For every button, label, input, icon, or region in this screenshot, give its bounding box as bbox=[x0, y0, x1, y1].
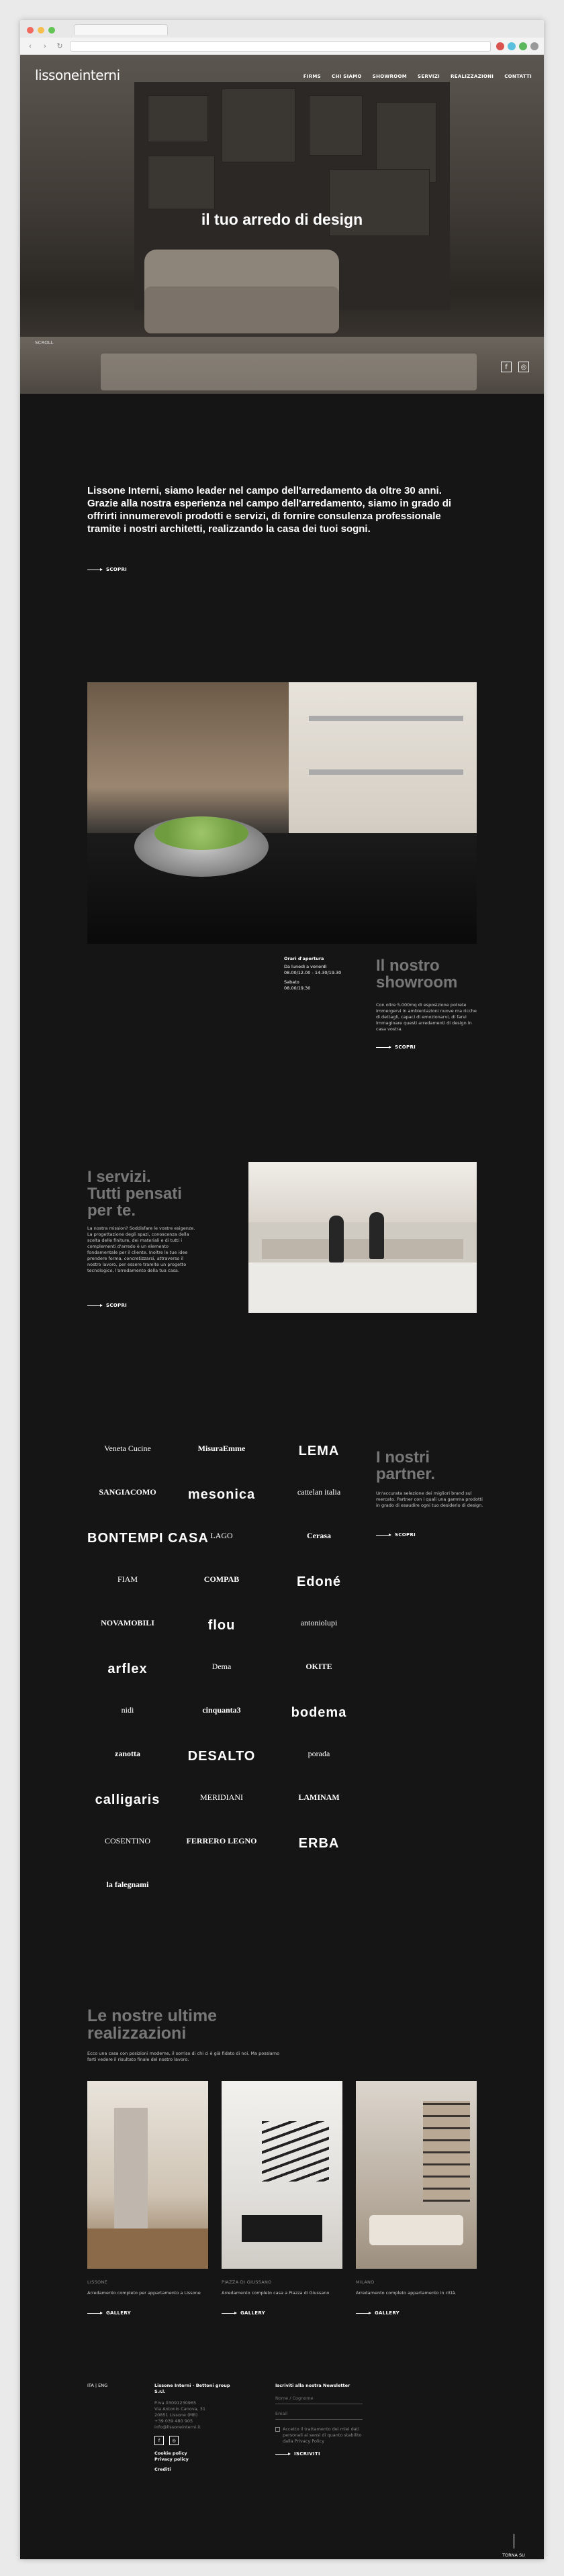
project-category: LISSONE bbox=[87, 2279, 107, 2285]
forward-arrow-icon[interactable]: › bbox=[43, 42, 47, 50]
browser-toolbar bbox=[20, 38, 544, 54]
project-gallery-link[interactable] bbox=[222, 2310, 342, 2316]
address-line: info@lissoneinterni.it bbox=[154, 2424, 201, 2430]
partners-title-line1: I nostri bbox=[376, 1448, 430, 1466]
projects-text: Ecco una casa con posizioni moderne, il sorriso di chi ci è già fidato di noi. Ma possiamo farti vedere il risultato finale del nostro lavoro. bbox=[87, 2051, 280, 2062]
facebook-icon[interactable]: f bbox=[154, 2436, 164, 2445]
arrow-right-icon bbox=[222, 2313, 236, 2314]
project-description: Arredamento completo appartamento in città bbox=[356, 2290, 456, 2296]
arrow-right-icon bbox=[275, 2454, 290, 2455]
partner-logo[interactable]: calligaris bbox=[95, 1792, 160, 1807]
cookie-policy-link[interactable]: Cookie policy bbox=[154, 2451, 187, 2456]
credits-link[interactable]: Crediti bbox=[154, 2467, 171, 2472]
weekdays-hours: 08.00/12.00 - 14.30/19.30 bbox=[284, 970, 342, 975]
project-gallery-link[interactable] bbox=[356, 2310, 477, 2316]
hero-title: il tuo arredo di design bbox=[201, 211, 363, 228]
address-line: +39 039 480 905 bbox=[154, 2418, 193, 2424]
partner-logo[interactable]: bodema bbox=[291, 1705, 347, 1720]
partner-logo[interactable]: OKITE bbox=[306, 1662, 332, 1671]
partner-logo[interactable]: FERRERO LEGNO bbox=[186, 1836, 257, 1845]
project-gallery-link[interactable] bbox=[87, 2310, 208, 2316]
reload-icon[interactable]: ↻ bbox=[56, 42, 63, 50]
partner-logo[interactable]: Dema bbox=[211, 1662, 232, 1671]
extension-icon[interactable] bbox=[508, 42, 516, 50]
partner-logo[interactable]: LAMINAM bbox=[298, 1792, 340, 1802]
address-line: 20851 Lissone (MB) bbox=[154, 2412, 198, 2418]
showroom-title-line2: showroom bbox=[376, 973, 458, 991]
partners-more-link[interactable] bbox=[376, 1532, 416, 1538]
instagram-icon[interactable]: ◎ bbox=[518, 362, 529, 372]
partner-logo[interactable]: SANGIACOMO bbox=[99, 1487, 156, 1497]
back-to-top-label: TORNA SU bbox=[502, 2553, 525, 2558]
project-gallery-label: GALLERY bbox=[375, 2310, 400, 2316]
menu-icon[interactable] bbox=[530, 42, 538, 50]
menu-item-firms[interactable]: FIRMS bbox=[303, 74, 322, 79]
partner-logo[interactable]: COSENTINO bbox=[105, 1836, 150, 1845]
privacy-policy-link[interactable]: Privacy policy bbox=[154, 2457, 189, 2462]
intro-more-label: SCOPRI bbox=[106, 567, 128, 572]
partner-logo[interactable]: cinquanta3 bbox=[202, 1705, 241, 1715]
services-title-line3: per te. bbox=[87, 1201, 136, 1220]
opening-hours bbox=[284, 956, 341, 995]
partner-logo[interactable]: Edoné bbox=[296, 1574, 342, 1589]
project-card[interactable] bbox=[87, 2081, 208, 2316]
social-links bbox=[501, 362, 529, 372]
partner-logo[interactable]: Cerasa bbox=[307, 1531, 331, 1540]
partner-logo[interactable]: ERBA bbox=[298, 1836, 340, 1851]
projects-title-line2: realizzazioni bbox=[87, 2024, 187, 2043]
scroll-indicator[interactable]: SCROLL bbox=[35, 340, 54, 345]
footer-company bbox=[154, 2383, 242, 2473]
showroom-title-line1: Il nostro bbox=[376, 957, 440, 975]
partners-text: Un'accurata selezione dei migliori brand sul mercato. Partner con i quali una gamma prodotti in grado di esaudire ogni tuo desiderio di design. bbox=[376, 1491, 483, 1508]
newsletter-title: Iscriviti alla nostra Newsletter bbox=[275, 2383, 350, 2388]
address-line: Via Antonio Canova, 31 bbox=[154, 2406, 206, 2412]
consent-checkbox[interactable] bbox=[275, 2427, 280, 2432]
showroom-more-link[interactable] bbox=[376, 1044, 416, 1050]
address-bar[interactable] bbox=[70, 41, 491, 52]
page-content bbox=[20, 55, 544, 2559]
arrow-right-icon bbox=[87, 1305, 102, 1306]
project-image[interactable] bbox=[222, 2081, 342, 2269]
partners-title bbox=[376, 1449, 435, 1483]
subscribe-label: ISCRIVITI bbox=[294, 2451, 320, 2457]
arrow-right-icon bbox=[87, 2313, 102, 2314]
menu-item-showroom[interactable]: SHOWROOM bbox=[372, 74, 407, 79]
services-title-line1: I servizi. bbox=[87, 1168, 151, 1186]
saturday-hours: 08.00/19.30 bbox=[284, 985, 311, 991]
browser-chrome bbox=[20, 20, 544, 55]
partner-logo[interactable]: NOVAMOBILI bbox=[101, 1618, 154, 1627]
showroom-text: Con oltre 5.000mq di esposizione potrete immergervi in ambientazioni nuove ma ricche di dettagli, capaci di emozionarvi, di farvi immaginare questi arredamenti di design in casa vostra. bbox=[376, 1002, 477, 1032]
partner-logo[interactable]: LAGO bbox=[210, 1531, 233, 1540]
partners-title-line2: partner. bbox=[376, 1465, 436, 1483]
project-description: Arredamento completo per appartamento a Lissone bbox=[87, 2290, 201, 2296]
subscribe-button[interactable] bbox=[275, 2451, 369, 2457]
consent-row bbox=[275, 2426, 369, 2445]
partner-logo[interactable]: mesonica bbox=[187, 1487, 256, 1502]
hours-title: Orari d'apertura bbox=[284, 956, 324, 961]
company-name: Lissone Interni - Bettoni group S.r.l. bbox=[154, 2383, 230, 2394]
minimize-window-button[interactable] bbox=[38, 27, 44, 34]
name-field[interactable]: Nome / Cognome bbox=[275, 2396, 363, 2404]
showroom-more-label: SCOPRI bbox=[395, 1044, 416, 1050]
partner-logo[interactable]: porada bbox=[308, 1749, 330, 1758]
projects-title bbox=[87, 2007, 217, 2042]
partner-logo[interactable]: BONTEMPI CASA bbox=[87, 1531, 209, 1546]
partner-logo[interactable]: COMPAB bbox=[203, 1574, 240, 1584]
project-gallery-label: GALLERY bbox=[240, 2310, 266, 2316]
address-line: P.iva 03091230965 bbox=[154, 2400, 197, 2406]
partner-logo[interactable]: nidi bbox=[121, 1705, 134, 1715]
email-field[interactable]: Email bbox=[275, 2411, 363, 2420]
projects-title-line1: Le nostre ultime bbox=[87, 2006, 218, 2025]
language-switch[interactable] bbox=[87, 2383, 107, 2389]
project-gallery-label: GALLERY bbox=[106, 2310, 132, 2316]
saturday-label: Sabato bbox=[284, 979, 299, 985]
partner-logo[interactable]: Veneta Cucine bbox=[104, 1444, 151, 1453]
extensions bbox=[496, 42, 538, 50]
partners-more-label: SCOPRI bbox=[395, 1532, 416, 1538]
extension-icon[interactable] bbox=[519, 42, 527, 50]
menu-item-contatti[interactable]: CONTATTI bbox=[504, 74, 532, 79]
browser-window bbox=[20, 20, 544, 2559]
partner-logo[interactable]: FIAM bbox=[117, 1574, 138, 1584]
project-category: MILANO bbox=[356, 2279, 375, 2285]
menu-item-chi-siamo[interactable]: CHI SIAMO bbox=[332, 74, 362, 79]
maximize-window-button[interactable] bbox=[48, 27, 55, 34]
facebook-icon[interactable]: f bbox=[501, 362, 512, 372]
footer-social bbox=[154, 2436, 242, 2445]
back-arrow-icon[interactable]: ‹ bbox=[28, 42, 32, 50]
services-text: La nostra mission? Soddisfare le vostre esigenze. La progettazione degli spazi, conoscenza della scelta delle finiture, dei materiali e di tutti i complementi d'arredo è un elemento fondamentale per il cliente. Inoltre le tue idee prendere forma, concretizzarsi, attraverso il nostro lavoro, per essere tramite un progetto tecnologico, l'arredamento della tua casa. bbox=[87, 1226, 195, 1273]
newsletter-form bbox=[275, 2383, 369, 2457]
menu-item-realizzazioni[interactable]: REALIZZAZIONI bbox=[451, 74, 494, 79]
partner-logo[interactable]: la falegnami bbox=[106, 1880, 149, 1889]
showroom-image bbox=[87, 682, 477, 944]
back-to-top-button[interactable] bbox=[500, 2534, 527, 2558]
services-more-link[interactable] bbox=[87, 1303, 127, 1308]
project-category: PIAZZA DI GIUSSANO bbox=[222, 2279, 272, 2285]
partner-logo[interactable]: MisuraEmme bbox=[197, 1444, 246, 1453]
menu-item-servizi[interactable]: SERVIZI bbox=[417, 74, 440, 79]
consent-text: Accetto il trattamento dei miei dati personali ai sensi di quanto stabilito dalla Privacy Policy bbox=[283, 2426, 362, 2444]
services-title bbox=[87, 1169, 182, 1219]
window-controls bbox=[27, 27, 55, 34]
services-image bbox=[248, 1162, 477, 1313]
partner-logo[interactable]: cattelan italia bbox=[297, 1487, 341, 1497]
project-card[interactable] bbox=[222, 2081, 342, 2316]
site-logo[interactable]: lissoneinterni bbox=[35, 67, 120, 83]
project-description: Arredamento completo casa a Piazza di Giussano bbox=[222, 2290, 330, 2296]
extension-icon[interactable] bbox=[496, 42, 504, 50]
partner-logo[interactable]: zanotta bbox=[115, 1749, 140, 1758]
showroom-title bbox=[376, 957, 457, 991]
instagram-icon[interactable]: ◎ bbox=[169, 2436, 179, 2445]
partner-logo[interactable]: flou bbox=[207, 1618, 236, 1633]
partner-logo[interactable]: DESALTO bbox=[187, 1749, 256, 1764]
arrow-right-icon bbox=[376, 1047, 391, 1048]
intro-text: Lissone Interni, siamo leader nel campo dell'arredamento da oltre 30 anni. Grazie alla nostra esperienza nel campo dell'arredamento, siamo in grado di offrirti innumerevoli prodotti e servizi, di fornire consulenza professionale tramite i nostri architetti, realizzando la casa dei tuoi sogni. bbox=[87, 485, 452, 535]
partner-logo[interactable]: arflex bbox=[107, 1662, 148, 1676]
hero-section bbox=[20, 55, 544, 394]
arrow-right-icon bbox=[356, 2313, 371, 2314]
partner-logo[interactable]: LEMA bbox=[298, 1444, 340, 1458]
language-label[interactable]: ITA | ENG bbox=[87, 2383, 108, 2388]
project-image[interactable] bbox=[356, 2081, 477, 2269]
services-more-label: SCOPRI bbox=[106, 1303, 128, 1308]
project-card[interactable] bbox=[356, 2081, 477, 2316]
services-title-line2: Tutti pensati bbox=[87, 1185, 182, 1203]
weekdays-label: Da lunedì a venerdì bbox=[284, 964, 327, 969]
partner-logo[interactable]: antoniolupi bbox=[300, 1618, 338, 1627]
partner-logo[interactable]: MERIDIANI bbox=[200, 1792, 243, 1802]
browser-tab[interactable] bbox=[74, 24, 168, 35]
intro-more-link[interactable] bbox=[87, 567, 127, 572]
project-image[interactable] bbox=[87, 2081, 208, 2269]
arrow-right-icon bbox=[376, 1535, 391, 1536]
main-menu bbox=[303, 74, 532, 79]
close-window-button[interactable] bbox=[27, 27, 34, 34]
